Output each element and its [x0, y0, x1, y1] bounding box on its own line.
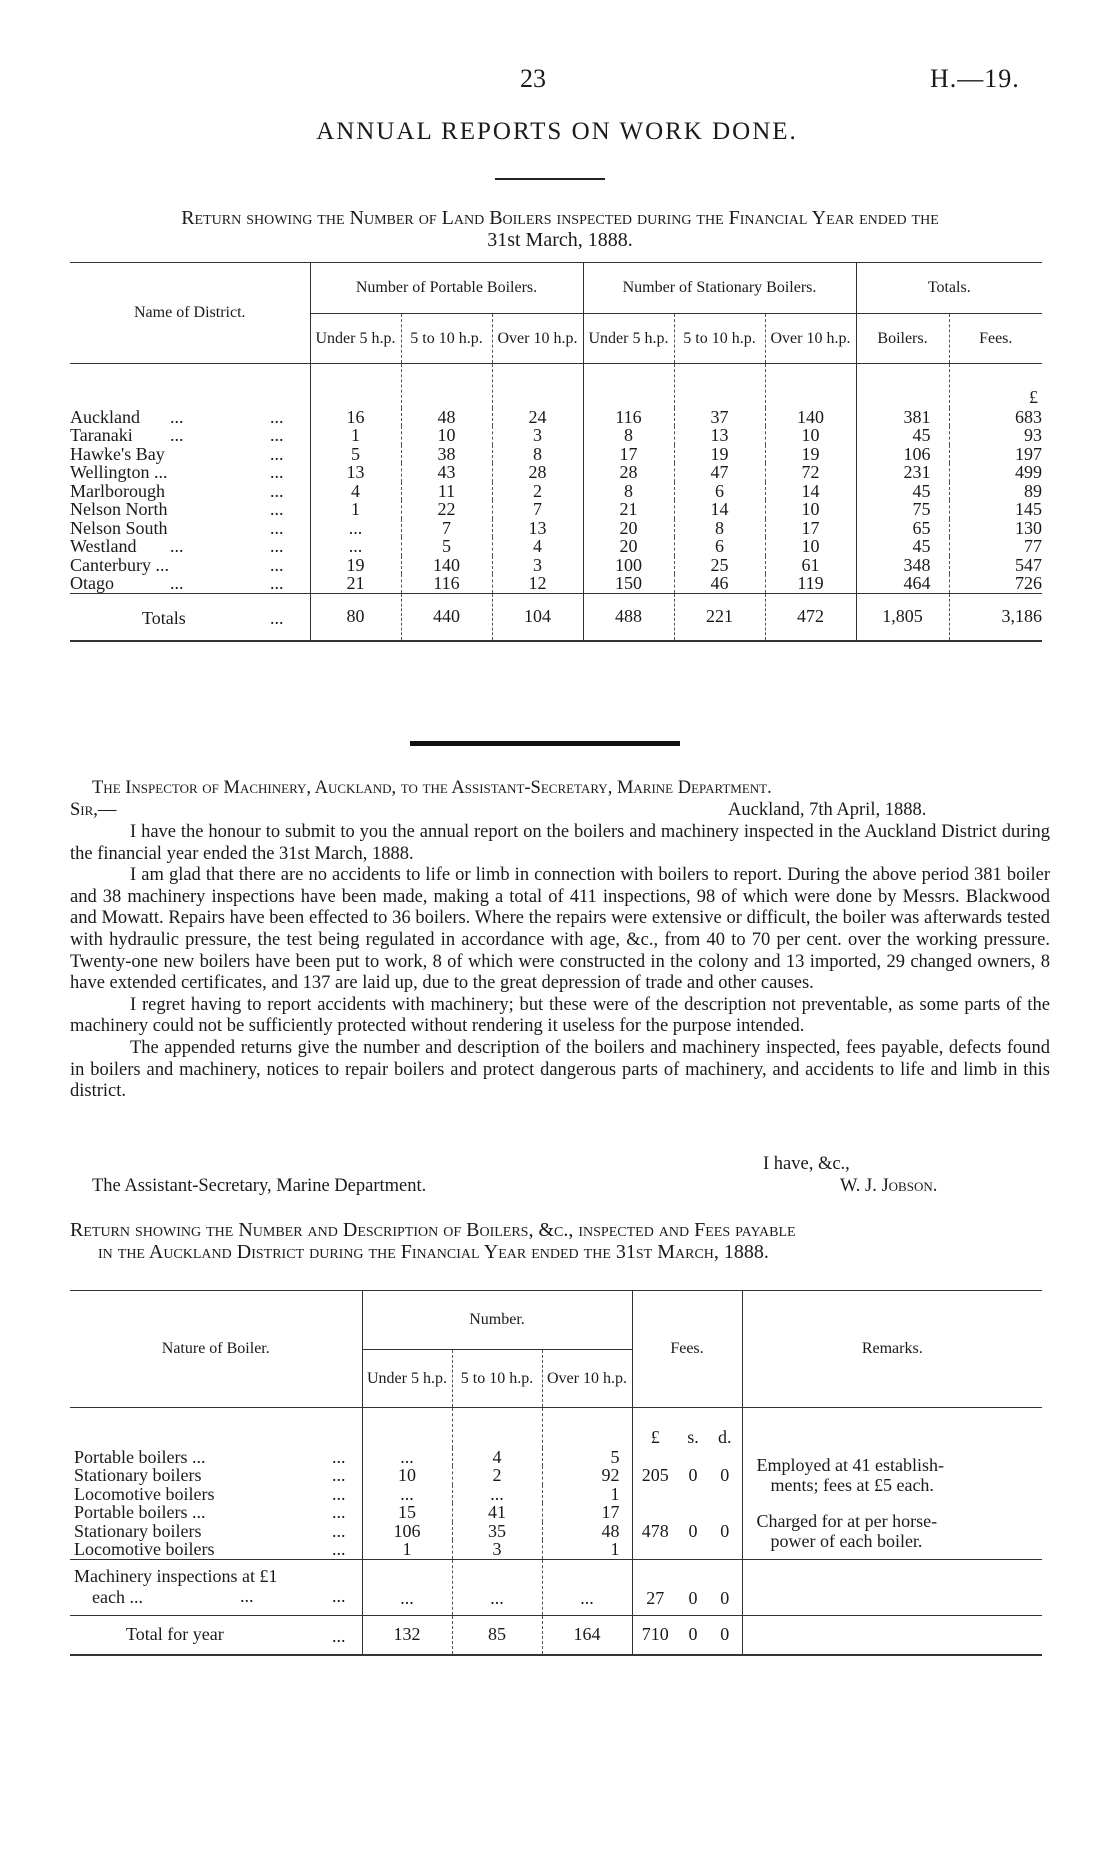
portable-group-header: Number of Portable Boilers. [310, 263, 583, 314]
fees-cell: 145 [949, 500, 1042, 519]
value-cell: 116 [583, 408, 674, 427]
table-row [70, 463, 1042, 482]
value-cell: 1 [310, 426, 401, 445]
value-cell: 19 [310, 556, 401, 575]
document-reference: H.—19. [930, 64, 1020, 93]
number-sub-header-2: Over 10 h.p. [542, 1350, 632, 1408]
value-cell: 5 [401, 537, 492, 556]
value-cell: 8 [583, 482, 674, 501]
sub-header-6: Boilers. [856, 314, 949, 364]
total-label: Total for year [126, 1624, 224, 1645]
remark-line: ments; fees at £5 each. [770, 1475, 934, 1496]
value-cell: 20 [583, 537, 674, 556]
leader-dots: ... [332, 1539, 346, 1559]
leader-dots: ... [270, 536, 284, 556]
table-row [70, 556, 1042, 575]
leader-dots: ... [170, 573, 184, 593]
spacer-cell [401, 364, 492, 408]
remarks-cell [742, 1448, 1042, 1504]
fees-cell: 197 [949, 445, 1042, 464]
value-cell: 4 [310, 482, 401, 501]
value-cell: 5 [310, 445, 401, 464]
district-cell [70, 574, 310, 593]
value-cell: 47 [674, 463, 765, 482]
value-cell: 21 [583, 500, 674, 519]
total-cell: 488 [583, 593, 674, 641]
totals-label: Totals [142, 607, 186, 628]
fee-cell: 205 [632, 1448, 678, 1504]
leader-dots: ... [170, 536, 184, 556]
value-cell: 1 [310, 500, 401, 519]
value-cell: 22 [401, 500, 492, 519]
value-cell: 46 [674, 574, 765, 593]
nature-cell [70, 1448, 362, 1467]
spacer-cell [70, 364, 310, 408]
fee-unit: £ [632, 1408, 678, 1448]
value-cell: ... [542, 1559, 632, 1615]
remark-line: Charged for at per horse- [756, 1510, 938, 1531]
remarks-cell [742, 1615, 1042, 1655]
value-cell: 10 [362, 1466, 452, 1485]
leader-dots: ... [332, 1483, 346, 1504]
value-cell: 10 [765, 426, 856, 445]
fee-cell: 0 [688, 1624, 698, 1645]
value-cell: 41 [452, 1503, 542, 1522]
value-cell: 4 [452, 1448, 542, 1467]
nature-label: Portable boilers ... [74, 1502, 206, 1522]
nature-label: Stationary boilers [74, 1465, 202, 1485]
fees-cell: 130 [949, 519, 1042, 538]
total-cell: 132 [362, 1615, 452, 1655]
value-cell: 116 [401, 574, 492, 593]
totals-row [70, 593, 1042, 641]
value-cell: 48 [401, 408, 492, 427]
total-cell: 440 [401, 593, 492, 641]
fees-cell: 93 [949, 426, 1042, 445]
number-group-header: Number. [362, 1291, 632, 1350]
value-cell: 119 [765, 574, 856, 593]
district-cell [70, 463, 310, 482]
nature-label: Locomotive boilers [74, 1539, 215, 1559]
return1-caption-line1: Return showing the Number of Land Boilers inspected during the Financial Year ended the [181, 207, 939, 229]
value-cell: 13 [310, 463, 401, 482]
fee-cell: 0 [688, 1587, 698, 1608]
table-row [70, 1503, 1042, 1522]
district-cell [70, 537, 310, 556]
col-remarks-header: Remarks. [742, 1291, 1042, 1408]
sub-header-7: Fees. [949, 314, 1042, 364]
value-cell: 19 [674, 445, 765, 464]
value-cell: 464 [856, 574, 949, 593]
value-cell: 61 [765, 556, 856, 575]
page-number: 23 [520, 64, 546, 93]
spacer-row [70, 364, 1042, 408]
value-cell: 106 [362, 1522, 452, 1541]
district-name: Auckland [70, 406, 140, 427]
remark-line: power of each boiler. [770, 1530, 923, 1551]
leader-dots: ... [270, 425, 284, 445]
units-cell [362, 1408, 452, 1448]
sub-header-0: Under 5 h.p. [310, 314, 401, 364]
leader-dots: ... [270, 480, 284, 501]
value-cell: 19 [765, 445, 856, 464]
return1-caption-line2: 31st March, 1888. [487, 229, 633, 251]
fee-cell: 0 [720, 1624, 730, 1645]
value-cell: 348 [856, 556, 949, 575]
value-cell: 13 [674, 426, 765, 445]
total-cell: 1,805 [856, 593, 949, 641]
table-row [70, 445, 1042, 464]
col-district-header: Name of District. [133, 304, 246, 321]
leader-dots: ... [170, 425, 184, 445]
sub-header-4: 5 to 10 h.p. [674, 314, 765, 364]
machinery-row [70, 1559, 1042, 1615]
fees-cell: 77 [949, 537, 1042, 556]
leader-dots: ... [270, 462, 284, 482]
leader-dots: ... [332, 1446, 346, 1467]
fee-cell: 0 [720, 1587, 730, 1608]
value-cell: ... [452, 1559, 542, 1615]
value-cell: 12 [492, 574, 583, 593]
leader-dots: ... [240, 1585, 254, 1606]
district-name: Marlborough [70, 480, 165, 501]
table-row [70, 1448, 1042, 1467]
value-cell: 75 [856, 500, 949, 519]
value-cell: 28 [492, 463, 583, 482]
units-cell [542, 1408, 632, 1448]
district-cell [70, 500, 310, 519]
value-cell: 65 [856, 519, 949, 538]
value-cell: 6 [674, 482, 765, 501]
district-name: Otago [70, 573, 114, 593]
value-cell: 2 [492, 482, 583, 501]
value-cell: 45 [856, 482, 949, 501]
leader-dots: ... [332, 1585, 346, 1606]
table-row [70, 408, 1042, 427]
spacer-cell [310, 364, 401, 408]
total-cell: 80 [310, 593, 401, 641]
value-cell: 17 [542, 1503, 632, 1522]
value-cell: 17 [765, 519, 856, 538]
leader-dots: ... [332, 1465, 346, 1485]
value-cell: 16 [310, 408, 401, 427]
value-cell: 17 [583, 445, 674, 464]
value-cell: 1 [362, 1540, 452, 1559]
value-cell: 24 [492, 408, 583, 427]
remarks-cell [742, 1503, 1042, 1559]
letter-paragraph: The appended returns give the number and description of the boilers and machinery inspected, fees payable, defects found in boilers and machinery, notices to repair boilers and protect dangerous parts of machinery, and accidents to life and limb in this district. [70, 1037, 1050, 1102]
total-cell: 221 [674, 593, 765, 641]
district-name: Nelson North [70, 499, 168, 519]
value-cell: 1 [542, 1485, 632, 1504]
fee-cell: 27 [632, 1559, 678, 1615]
nature-cell [70, 1485, 362, 1504]
value-cell: 2 [452, 1466, 542, 1485]
value-cell: 20 [583, 519, 674, 538]
value-cell: 5 [542, 1448, 632, 1467]
leader-dots: ... [270, 406, 284, 427]
fees-cell: 89 [949, 482, 1042, 501]
fees-cell: 726 [949, 574, 1042, 593]
value-cell: 13 [492, 519, 583, 538]
value-cell: 8 [674, 519, 765, 538]
section-separator-bar [410, 741, 680, 746]
total-cell: 85 [452, 1615, 542, 1655]
value-cell: 92 [542, 1466, 632, 1485]
leader-dots: ... [332, 1502, 346, 1522]
district-name: Wellington ... [70, 462, 168, 482]
table-row [70, 482, 1042, 501]
value-cell: ... [310, 519, 401, 538]
letter-paragraph: I regret having to report accidents with machinery; but these were of the description not preventable, as some parts of the machinery could not be sufficiently protected without rendering it useless for the purpose intended. [70, 994, 1050, 1037]
fee-cell: 710 [632, 1615, 678, 1655]
return2-caption-line2: in the Auckland District during the Financial Year ended the 31st March, 1888. [98, 1241, 769, 1263]
machinery-label: Machinery inspections at £1 [74, 1566, 278, 1586]
value-cell: 381 [856, 408, 949, 427]
value-cell: 45 [856, 426, 949, 445]
nature-cell [70, 1466, 362, 1485]
district-name: Canterbury ... [70, 554, 169, 575]
table-row [70, 537, 1042, 556]
letter-place-date: Auckland, 7th April, 1888. [728, 800, 927, 820]
sub-header-2: Over 10 h.p. [492, 314, 583, 364]
return2-caption-line1: Return showing the Number and Description of Boilers, &c., inspected and Fees payable [70, 1219, 796, 1241]
value-cell: 3 [492, 426, 583, 445]
leader-dots: ... [170, 406, 184, 427]
total-label-cell [70, 1615, 362, 1655]
leader-dots: ... [270, 607, 284, 628]
value-cell: 35 [452, 1522, 542, 1541]
value-cell: ... [452, 1485, 542, 1504]
value-cell: 106 [856, 445, 949, 464]
remark-line: Employed at 41 establish- [756, 1455, 944, 1476]
value-cell: 10 [765, 537, 856, 556]
letter-signature: W. J. Jobson. [840, 1176, 938, 1196]
fees-cell: 499 [949, 463, 1042, 482]
total-year-row [70, 1615, 1042, 1655]
nature-label: Stationary boilers [74, 1520, 202, 1541]
value-cell: ... [310, 537, 401, 556]
number-sub-header-1: 5 to 10 h.p. [452, 1350, 542, 1408]
value-cell: ... [362, 1448, 452, 1467]
number-sub-header-0: Under 5 h.p. [362, 1350, 452, 1408]
fee-cell: 478 [632, 1503, 678, 1559]
value-cell: 100 [583, 556, 674, 575]
sub-header-3: Under 5 h.p. [583, 314, 674, 364]
spacer-cell [674, 364, 765, 408]
col-fees-header: Fees. [632, 1291, 742, 1408]
machinery-label-cell [70, 1559, 362, 1615]
value-cell: ... [362, 1485, 452, 1504]
total-cell: 3,186 [949, 593, 1042, 641]
value-cell: 38 [401, 445, 492, 464]
totals-group-header: Totals. [856, 263, 1042, 314]
value-cell: 15 [362, 1503, 452, 1522]
fee-cell: 0 [720, 1520, 730, 1541]
letter-salutation: Sir,— [70, 800, 117, 820]
leader-dots: ... [332, 1520, 346, 1541]
sub-header-1: 5 to 10 h.p. [401, 314, 492, 364]
spacer-cell [492, 364, 583, 408]
value-cell: ... [362, 1559, 452, 1615]
nature-cell [70, 1540, 362, 1559]
spacer-cell [856, 364, 949, 408]
land-boilers-table [70, 262, 1042, 642]
machinery-label: each ... [92, 1587, 143, 1607]
district-cell [70, 519, 310, 538]
value-cell: 8 [492, 445, 583, 464]
value-cell: 3 [492, 556, 583, 575]
leader-dots: ... [270, 499, 284, 519]
fee-unit: d. [718, 1426, 732, 1447]
totals-label-cell [70, 593, 310, 641]
value-cell: 14 [765, 482, 856, 501]
leader-dots: ... [270, 517, 284, 538]
leader-dots: ... [332, 1625, 346, 1646]
fee-cell: 0 [720, 1465, 730, 1485]
spacer-cell [765, 364, 856, 408]
value-cell: 37 [674, 408, 765, 427]
leader-dots: ... [270, 443, 284, 464]
value-cell: 11 [401, 482, 492, 501]
district-name: Westland [70, 536, 137, 556]
value-cell: 45 [856, 537, 949, 556]
value-cell: 140 [765, 408, 856, 427]
table-row [70, 426, 1042, 445]
table-row [70, 574, 1042, 593]
district-cell [70, 445, 310, 464]
value-cell: 43 [401, 463, 492, 482]
letter-addressee: The Assistant-Secretary, Marine Department. [92, 1176, 427, 1196]
district-cell [70, 408, 310, 427]
fee-cell: 0 [688, 1465, 698, 1485]
value-cell: 6 [674, 537, 765, 556]
fee-units-row [70, 1408, 1042, 1448]
total-cell: 472 [765, 593, 856, 641]
fees-cell: 547 [949, 556, 1042, 575]
total-cell: 104 [492, 593, 583, 641]
letter-closing: I have, &c., [763, 1154, 850, 1174]
value-cell: 14 [674, 500, 765, 519]
letter-heading: The Inspector of Machinery, Auckland, to the Assistant-Secretary, Marine Department. [92, 778, 772, 798]
value-cell: 10 [765, 500, 856, 519]
auckland-boilers-table [70, 1290, 1042, 1656]
value-cell: 7 [401, 519, 492, 538]
letter-paragraph: I am glad that there are no accidents to life or limb in connection with boilers to report. During the above period 381 boiler and 38 machinery inspections have been made, making a total of 411 inspections, 98 of which were done by Messrs. Blackwood and Mowatt. Repairs have been effected to 36 boilers. Where the repairs were extensive or difficult, the boiler was afterwards tested with hydraulic pressure, the test being regulated in accordance with age, &c., from 40 to 70 per cent. over the working pressure. Twenty-one new boilers have been put to work, 8 of which were constructed in the colony and 13 imported, 29 changed owners, 8 have extended certificates, and 137 are laid up, due to the great depression of trade and other causes. [70, 865, 1050, 994]
stationary-group-header: Number of Stationary Boilers. [583, 263, 856, 314]
district-cell [70, 426, 310, 445]
fees-cell: 683 [949, 408, 1042, 427]
value-cell: 48 [542, 1522, 632, 1541]
fee-cell: 0 [688, 1520, 698, 1541]
value-cell: 4 [492, 537, 583, 556]
value-cell: 140 [401, 556, 492, 575]
page-title: ANNUAL REPORTS ON WORK DONE. [316, 118, 798, 145]
value-cell: 3 [452, 1540, 542, 1559]
value-cell: 10 [401, 426, 492, 445]
total-cell: 164 [542, 1615, 632, 1655]
units-cell [742, 1408, 1042, 1448]
table-row [70, 519, 1042, 538]
letter-body [70, 822, 1050, 1103]
value-cell: 7 [492, 500, 583, 519]
remarks-cell [742, 1559, 1042, 1615]
value-cell: 21 [310, 574, 401, 593]
nature-cell [70, 1522, 362, 1541]
leader-dots: ... [270, 573, 284, 593]
district-name: Nelson South [70, 517, 168, 538]
units-cell [452, 1408, 542, 1448]
district-name: Taranaki [70, 425, 133, 445]
nature-label: Locomotive boilers [74, 1483, 215, 1504]
units-cell [70, 1408, 362, 1448]
district-cell [70, 482, 310, 501]
nature-cell [70, 1503, 362, 1522]
value-cell: 25 [674, 556, 765, 575]
fee-unit: s. [687, 1426, 699, 1447]
value-cell: 28 [583, 463, 674, 482]
district-name: Hawke's Bay [70, 443, 165, 464]
nature-label: Portable boilers ... [74, 1446, 206, 1467]
sub-header-5: Over 10 h.p. [765, 314, 856, 364]
divider-rule [495, 178, 605, 180]
value-cell: 1 [542, 1540, 632, 1559]
col-nature-header: Nature of Boiler. [161, 1340, 270, 1357]
leader-dots: ... [270, 554, 284, 575]
value-cell: 8 [583, 426, 674, 445]
fees-currency: £ [949, 364, 1042, 408]
value-cell: 150 [583, 574, 674, 593]
district-cell [70, 556, 310, 575]
table-row [70, 500, 1042, 519]
spacer-cell [583, 364, 674, 408]
value-cell: 72 [765, 463, 856, 482]
letter-paragraph: I have the honour to submit to you the annual report on the boilers and machinery inspected in the Auckland District during the financial year ended the 31st March, 1888. [70, 822, 1050, 864]
value-cell: 231 [856, 463, 949, 482]
